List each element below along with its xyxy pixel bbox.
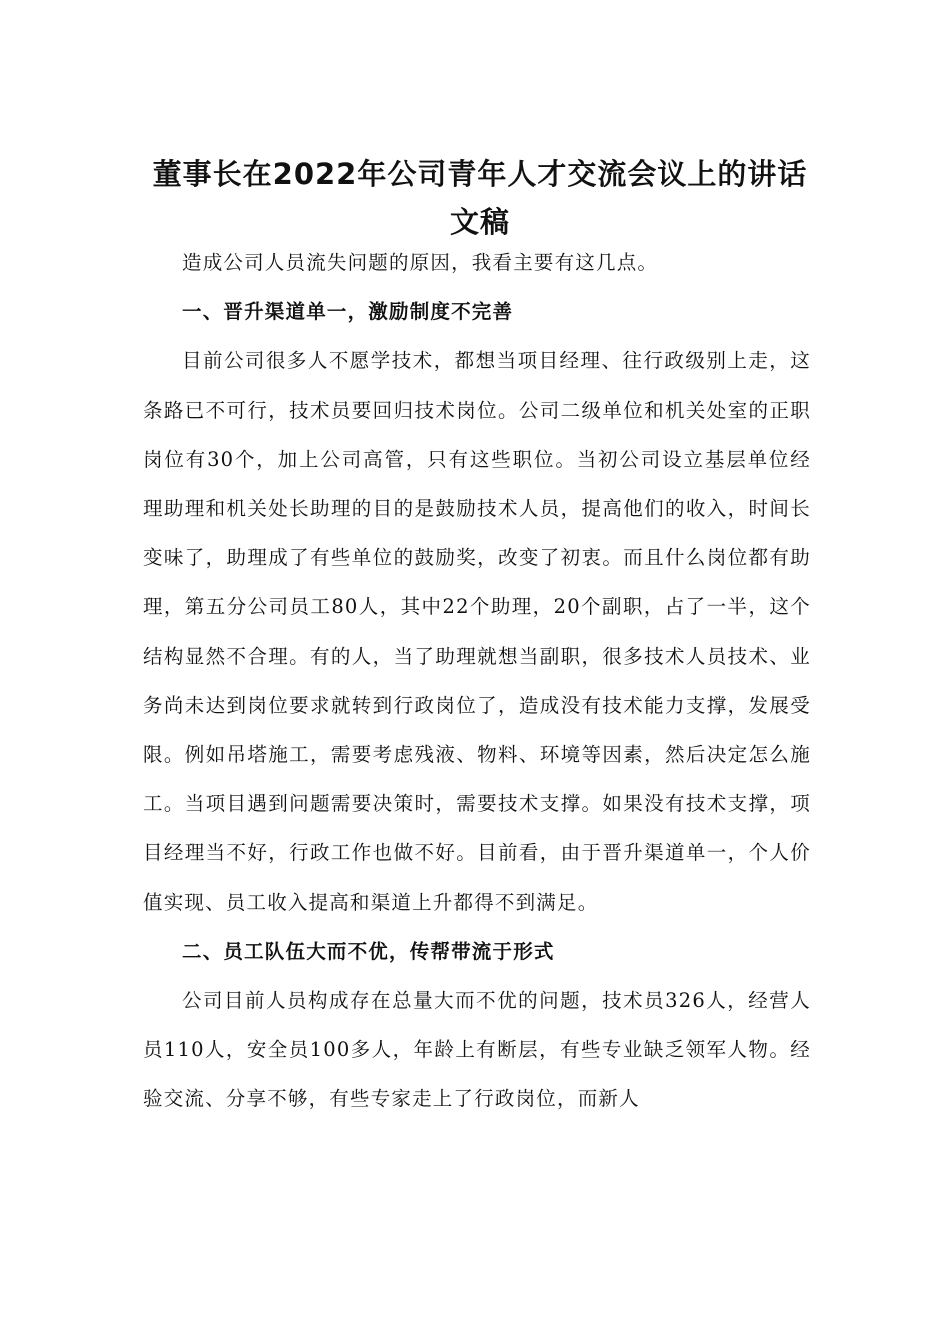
intro-paragraph: 造成公司人员流失问题的原因，我看主要有这几点。 xyxy=(182,251,659,274)
document-title: 董事长在2022年公司青年人才交流会议上的讲话文稿 xyxy=(152,157,808,239)
section-heading-2: 二、员工队伍大而不优，传帮带流于形式 xyxy=(182,939,555,963)
section-2-paragraph: 公司目前人员构成存在总量大而不优的问题，技术员326人，经营人员110人，安全员100多人，年龄上有断层，有些专业缺乏领军人物。经验交流、分享不够，有些专家走上了行政岗位，而新人 xyxy=(143,989,811,1111)
document-body xyxy=(143,238,811,1124)
section-heading-1: 一、晋升渠道单一，激励制度不完善 xyxy=(182,300,514,324)
section-1-paragraph: 目前公司很多人不愿学技术，都想当项目经理、往行政级别上走，这条路已不可行，技术员要回归技术岗位。公司二级单位和机关处室的正职岗位有30个，加上公司高管，只有这些职位。当初公司设立基层单位经理助理和机关处长助理的目的是鼓励技术人员，提高他们的收入，时间长变味了，助理成了有些单位的鼓励奖，改变了初衷。而且什么岗位都有助理，第五分公司员工80人，其中22个助理，20个副职，占了一半，这个结构显然不合理。有的人，当了助理就想当副职，很多技术人员技术、业务尚未达到岗位要求就转到行政岗位了，造成没有技术能力支撑，发展受限。例如吊塔施工，需要考虑残液、物料、环境等因素，然后决定怎么施工。当项目遇到问题需要决策时，需要技术支撑。如果没有技术支撑，项目经理当不好，行政工作也做不好。目前看，由于晋升渠道单一，个人价值实现、员工收入提高和渠道上升都得不到满足。 xyxy=(143,349,811,914)
